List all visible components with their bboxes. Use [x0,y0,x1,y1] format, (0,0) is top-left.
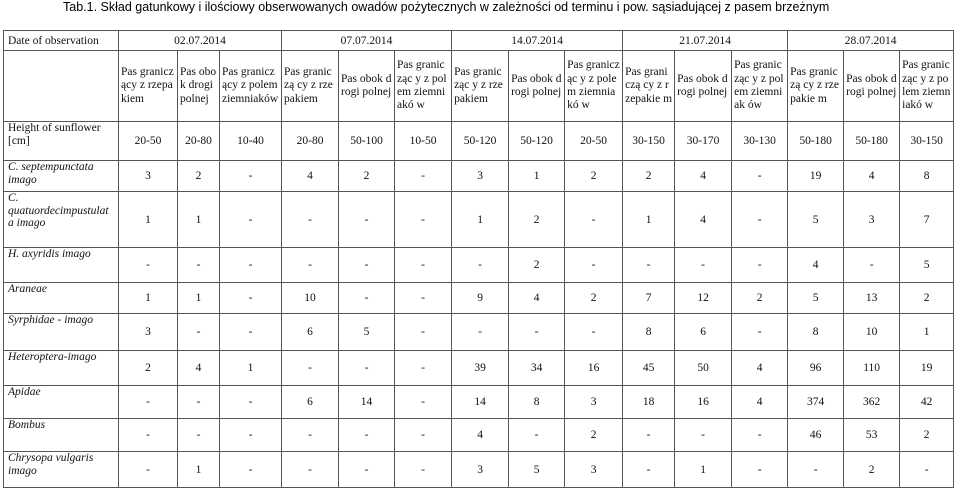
table-cell: - [282,452,339,488]
table-cell: 50-180 [788,122,844,161]
table-cell: - [732,161,788,192]
table-cell: 1 [509,161,565,192]
table-cell: - [788,452,844,488]
table-cell: 8 [788,314,844,351]
table-cell: 3 [452,452,509,488]
table-cell: 1 [900,314,954,351]
table-cell: 46 [788,419,844,452]
table-row [4,386,954,419]
table-cell: 6 [282,386,339,419]
table-cell: 50 [675,351,732,386]
table-cell: 4 [732,351,788,386]
header-corner [4,51,119,122]
column-header: Pas obok drogi polnej [178,51,220,122]
table-cell: 3 [119,314,178,351]
table-row [4,351,954,386]
table-cell: 2 [732,283,788,314]
table-cell: 4 [178,351,220,386]
table-cell: 16 [565,351,623,386]
table-cell: 10 [844,314,900,351]
table-cell: 110 [844,351,900,386]
table-cell: - [509,314,565,351]
table-cell: 10-50 [395,122,452,161]
table-caption: Tab.1. Skład gatunkowy i ilościowy obserwowanych owadów pożytecznych w zależności od terminu i pow. sąsiadującej z pasem brzeżnym [63,0,830,14]
table-cell: 4 [675,161,732,192]
table-cell: - [395,314,452,351]
table-cell: - [119,419,178,452]
table-cell: 2 [509,248,565,283]
date-cell: 02.07.2014 [119,31,282,51]
row-label: C. quatuordecimpustulat a imago [4,192,119,248]
table-cell: 1 [178,452,220,488]
column-header: Pas granicząc y z rzepakiem [452,51,509,122]
row-label: Height of sunflower [cm] [4,122,119,161]
table-cell: 50-100 [339,122,395,161]
column-header: Pas obok drogi polnej [339,51,395,122]
date-row [4,31,954,51]
table-cell: 13 [844,283,900,314]
table-body [4,31,954,488]
table-cell: - [220,386,282,419]
table-cell: 3 [119,161,178,192]
table-cell: - [675,419,732,452]
table-row [4,161,954,192]
table-cell: - [220,452,282,488]
table-cell: - [220,248,282,283]
table-cell: 20-80 [282,122,339,161]
table-cell: 2 [900,419,954,452]
table-cell: 8 [900,161,954,192]
column-header: Pas graniczący z rzepakiem [119,51,178,122]
column-header: Pas obok drogi polnej [675,51,732,122]
table-cell: 2 [565,283,623,314]
table-cell: 3 [565,452,623,488]
table-cell: - [732,419,788,452]
table-cell: - [900,452,954,488]
date-cell: 28.07.2014 [788,31,954,51]
table-cell: - [119,248,178,283]
table-cell: 8 [623,314,675,351]
column-header: Pas granicząc y z polem ziemniak ów [732,51,788,122]
row-label: H. axyridis imago [4,248,119,283]
row-label: Chrysopa vulgaris imago [4,452,119,488]
row-label: Bombus [4,419,119,452]
table-cell: - [395,386,452,419]
table-cell: - [844,248,900,283]
table-cell: 3 [844,192,900,248]
table-cell: 42 [900,386,954,419]
table-cell: - [282,248,339,283]
table-cell: - [220,283,282,314]
table-cell: 50-120 [452,122,509,161]
column-header: Pas granicząc y z polem ziemniakó w [395,51,452,122]
table-row [4,248,954,283]
table-cell: 34 [509,351,565,386]
table-cell: 2 [900,283,954,314]
table-cell: - [178,386,220,419]
table-cell: 5 [788,192,844,248]
table-cell: - [565,248,623,283]
table-cell: 96 [788,351,844,386]
date-cell: 07.07.2014 [282,31,452,51]
table-cell: - [452,248,509,283]
table-cell: 6 [282,314,339,351]
column-header: Pas graniczą cy z rzepakie m [623,51,675,122]
row-label: Araneae [4,283,119,314]
table-cell: 4 [282,161,339,192]
table-cell: 1 [220,351,282,386]
column-header: Pas obok drogi polnej [509,51,565,122]
table-cell: - [339,419,395,452]
table-cell: - [339,283,395,314]
table-cell: 2 [339,161,395,192]
table-cell: 50-120 [509,122,565,161]
table-cell: 14 [339,386,395,419]
table-cell: - [220,419,282,452]
table-cell: 2 [565,419,623,452]
table-cell: - [395,452,452,488]
table-cell: 1 [119,192,178,248]
table-cell: 14 [452,386,509,419]
table-cell: 39 [452,351,509,386]
table-cell: - [395,351,452,386]
table-cell: 4 [675,192,732,248]
table-cell: 2 [623,161,675,192]
table-cell: - [178,314,220,351]
column-header: Pas granicząc y z polem ziemniakó w [900,51,954,122]
table-cell: - [395,283,452,314]
table-cell: - [565,314,623,351]
column-header: Pas graniczą cy z rzepakie m [788,51,844,122]
header-row [4,51,954,122]
table-cell: 30-170 [675,122,732,161]
table-row [4,452,954,488]
table-cell: - [339,248,395,283]
table-cell: 4 [509,283,565,314]
table-cell: 4 [844,161,900,192]
table-cell: 2 [844,452,900,488]
column-header: Pas obok drogi polnej [844,51,900,122]
table-cell: - [452,314,509,351]
table-cell: - [509,419,565,452]
table-row [4,122,954,161]
date-label: Date of observation [4,31,119,51]
table-cell: 4 [452,419,509,452]
table-cell: - [623,452,675,488]
table-cell: - [395,161,452,192]
table-cell: - [282,419,339,452]
table-cell: - [220,161,282,192]
table-cell: 1 [675,452,732,488]
table-cell: - [675,248,732,283]
table-cell: 7 [900,192,954,248]
column-header: Pas graniczący z polem ziemniaków [220,51,282,122]
table-cell: 374 [788,386,844,419]
table-cell: - [732,192,788,248]
table-cell: 20-50 [119,122,178,161]
table-cell: 20-80 [178,122,220,161]
table-cell: - [732,248,788,283]
table-cell: 5 [509,452,565,488]
table-cell: - [339,452,395,488]
table-cell: 8 [509,386,565,419]
table-cell: - [623,248,675,283]
table-row [4,419,954,452]
table-cell: 10 [282,283,339,314]
table-cell: 2 [119,351,178,386]
table-cell: 4 [788,248,844,283]
table-cell: 6 [675,314,732,351]
observation-table [3,30,954,488]
table-cell: - [119,386,178,419]
table-cell: - [339,351,395,386]
table-cell: - [623,419,675,452]
table-row [4,314,954,351]
table-cell: 1 [452,192,509,248]
table-cell: - [395,192,452,248]
table-cell: 20-50 [565,122,623,161]
table-cell: - [732,452,788,488]
table-cell: - [282,192,339,248]
table-cell: 3 [565,386,623,419]
table-cell: 9 [452,283,509,314]
table-cell: - [220,192,282,248]
table-cell: - [282,351,339,386]
row-label: C. septempunctata imago [4,161,119,192]
table-cell: 362 [844,386,900,419]
table-cell: 1 [178,192,220,248]
table-cell: - [220,314,282,351]
row-label: Syrphidae - imago [4,314,119,351]
row-label: Heteroptera-imago [4,351,119,386]
row-label: Apidae [4,386,119,419]
column-header: Pas graniczą cy z rzepakiem [282,51,339,122]
table-cell: 30-130 [732,122,788,161]
table-cell: 18 [623,386,675,419]
table-cell: - [339,192,395,248]
table-row [4,192,954,248]
table-cell: - [178,248,220,283]
table-cell: 3 [452,161,509,192]
table-cell: 50-180 [844,122,900,161]
table-cell: 16 [675,386,732,419]
table-cell: 19 [788,161,844,192]
table-cell: - [565,192,623,248]
table-cell: 5 [788,283,844,314]
table-cell: 4 [732,386,788,419]
table-cell: 45 [623,351,675,386]
date-cell: 14.07.2014 [452,31,623,51]
table-cell: - [395,248,452,283]
table-cell: 19 [900,351,954,386]
table-cell: - [178,419,220,452]
table-cell: 7 [623,283,675,314]
table-cell: 5 [339,314,395,351]
table-cell: 5 [900,248,954,283]
table-cell: 1 [119,283,178,314]
table-cell: 1 [623,192,675,248]
table-cell: 53 [844,419,900,452]
table-cell: 2 [565,161,623,192]
table-cell: 30-150 [900,122,954,161]
table-cell: 2 [178,161,220,192]
table-cell: - [119,452,178,488]
table-cell: 10-40 [220,122,282,161]
table-cell: 12 [675,283,732,314]
column-header: Pas granicząc y z polem ziemniakó w [565,51,623,122]
table-cell: 2 [509,192,565,248]
date-cell: 21.07.2014 [623,31,788,51]
table-cell: - [395,419,452,452]
table-cell: 1 [178,283,220,314]
table-row [4,283,954,314]
table-cell: 30-150 [623,122,675,161]
table-cell: - [732,314,788,351]
